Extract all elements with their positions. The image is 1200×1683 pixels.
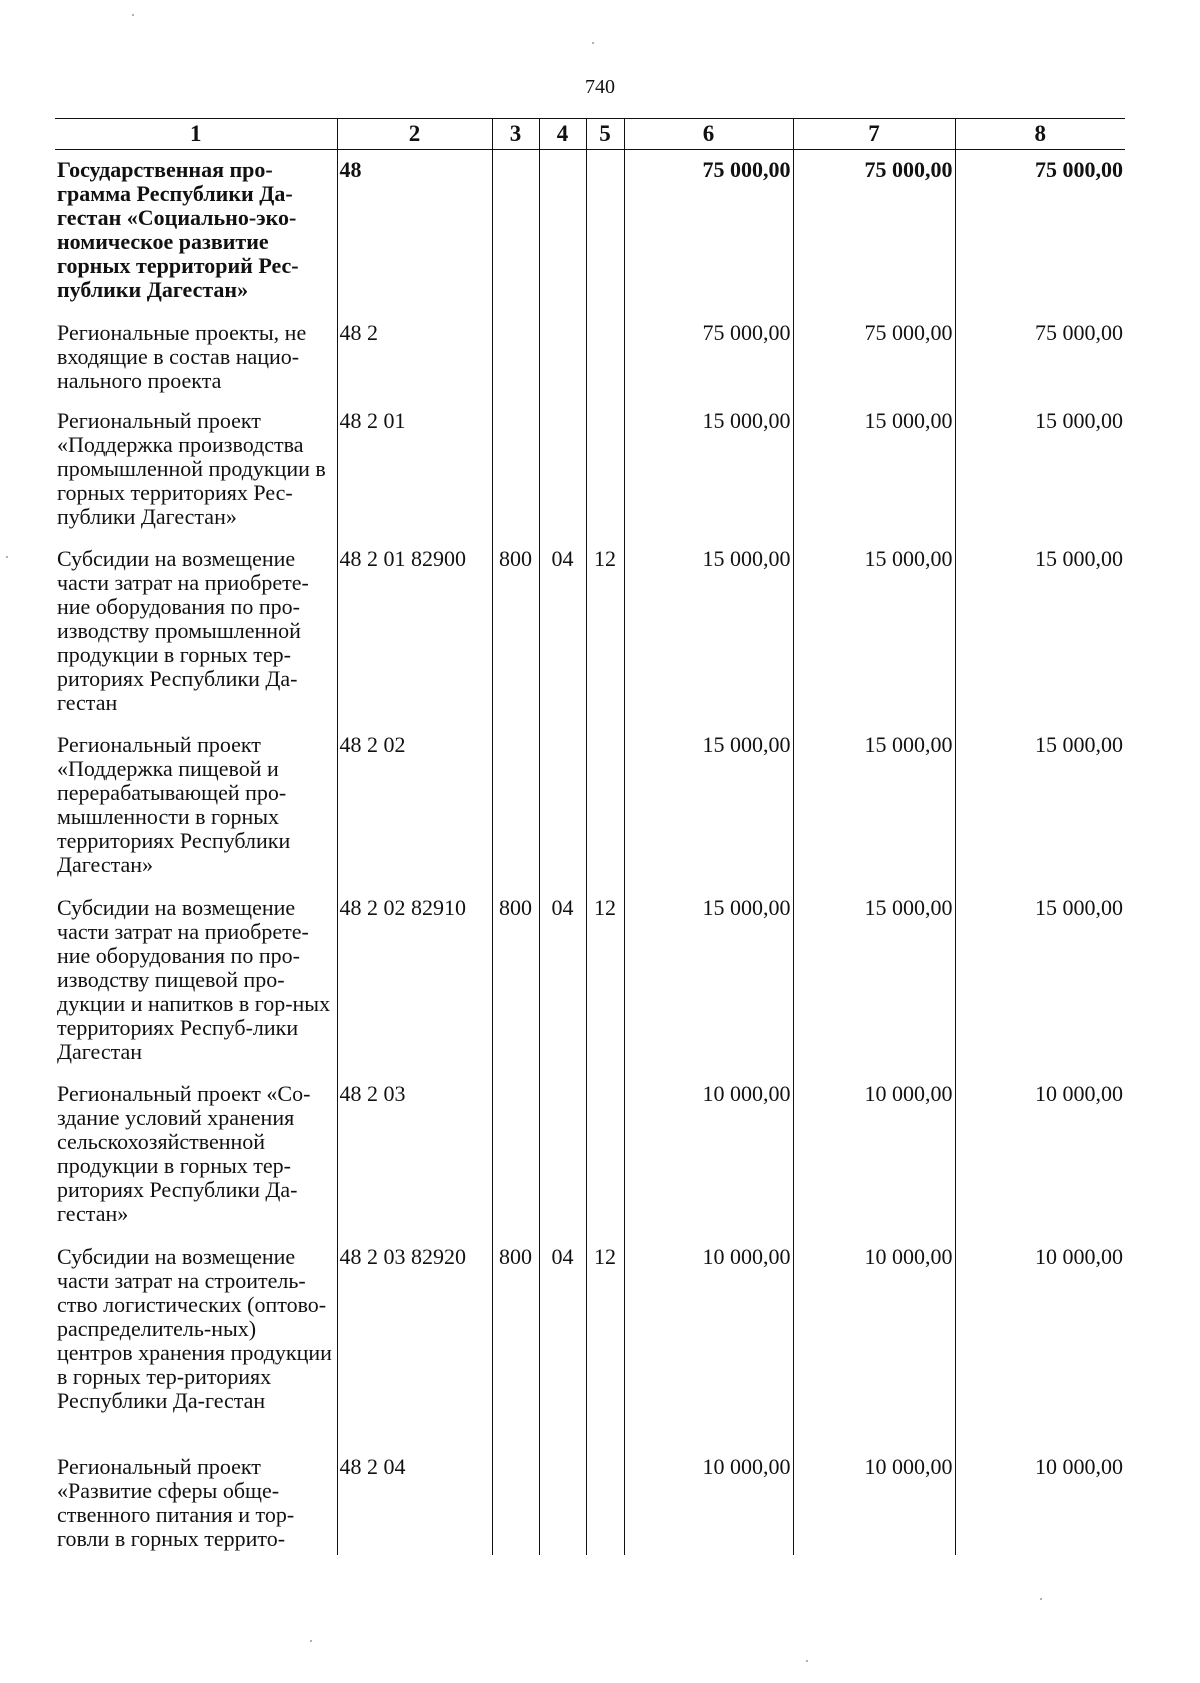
- amount-col-8: 10 000,00: [955, 1237, 1125, 1447]
- column-header-7: 7: [793, 119, 955, 150]
- column-header-4: 4: [539, 119, 586, 150]
- table-row: [55, 150, 1125, 314]
- scan-speck: [592, 42, 594, 44]
- subsection: [586, 313, 624, 401]
- scan-speck: [310, 1640, 312, 1642]
- section: 04: [539, 888, 586, 1074]
- item-code: 48 2 02: [337, 725, 492, 888]
- item-name: Региональный проект «Поддержка пищевой и перерабатывающей про-мышленности в горных территориях Республики Дагестан»: [57, 732, 291, 877]
- table-row: [55, 313, 1125, 401]
- item-code: 48 2 03: [337, 1074, 492, 1237]
- amount-col-6: 15 000,00: [624, 725, 793, 888]
- item-name: Субсидии на возмещение части затрат на приобрете-ние оборудования по про-изводству пищевой про-дукции и напитков в гор-ных территориях Респуб-лики Дагестан: [57, 895, 331, 1064]
- scan-speck: [1040, 1598, 1042, 1600]
- table-row: [55, 401, 1125, 539]
- amount-col-7: 15 000,00: [793, 539, 955, 725]
- table-header: [55, 119, 1125, 150]
- column-header-5: 5: [586, 119, 624, 150]
- subsection: 12: [586, 1237, 624, 1447]
- amount-col-7: 10 000,00: [793, 1447, 955, 1555]
- subsection: [586, 401, 624, 539]
- table-row: [55, 1447, 1125, 1555]
- amount-col-6: 15 000,00: [624, 888, 793, 1074]
- amount-col-7: 15 000,00: [793, 725, 955, 888]
- item-code: 48: [337, 150, 492, 314]
- amount-col-7: 10 000,00: [793, 1074, 955, 1237]
- table-row: [55, 539, 1125, 725]
- table-row: [55, 888, 1125, 1074]
- section: 04: [539, 1237, 586, 1447]
- section: [539, 725, 586, 888]
- column-header-6: 6: [624, 119, 793, 150]
- amount-col-6: 15 000,00: [624, 539, 793, 725]
- amount-col-6: 10 000,00: [624, 1074, 793, 1237]
- table-body: [55, 150, 1125, 1556]
- subsection: [586, 725, 624, 888]
- section: [539, 1074, 586, 1237]
- amount-col-8: 10 000,00: [955, 1447, 1125, 1555]
- expense-type: [492, 401, 539, 539]
- column-header-3: 3: [492, 119, 539, 150]
- expense-type: 800: [492, 1237, 539, 1447]
- amount-col-6: 75 000,00: [624, 150, 793, 314]
- item-name: Региональный проект «Поддержка производства промышленной продукции в горных территориях Рес-публики Дагестан»: [57, 408, 326, 529]
- item-code: 48 2 04: [337, 1447, 492, 1555]
- expense-type: 800: [492, 539, 539, 725]
- subsection: [586, 150, 624, 314]
- item-name: Региональный проект «Со-здание условий хранения сельскохозяйственной продукции в горных тер-риториях Республики Да-гестан»: [57, 1081, 311, 1226]
- item-name: Субсидии на возмещение части затрат на приобрете-ние оборудования по про-изводству промышленной продукции в горных тер-риториях Республики Да-гестан: [57, 546, 309, 715]
- scan-speck: [6, 556, 8, 558]
- subsection: 12: [586, 539, 624, 725]
- section: [539, 150, 586, 314]
- amount-col-7: 75 000,00: [793, 150, 955, 314]
- amount-col-8: 10 000,00: [955, 1074, 1125, 1237]
- amount-col-8: 15 000,00: [955, 888, 1125, 1074]
- item-code: 48 2 01 82900: [337, 539, 492, 725]
- subsection: 12: [586, 888, 624, 1074]
- item-name: Субсидии на возмещение части затрат на строитель-ство логистических (оптово-распределитель-ных) центров хранения продукции в горных тер-риториях Республики Да-гестан: [57, 1244, 332, 1413]
- section: 04: [539, 539, 586, 725]
- amount-col-6: 10 000,00: [624, 1447, 793, 1555]
- expense-type: 800: [492, 888, 539, 1074]
- subsection: [586, 1074, 624, 1237]
- scan-speck: [132, 14, 134, 16]
- expense-type: [492, 1447, 539, 1555]
- item-code: 48 2 02 82910: [337, 888, 492, 1074]
- amount-col-7: 15 000,00: [793, 401, 955, 539]
- header-row: [55, 119, 1125, 150]
- column-header-1: 1: [55, 119, 337, 150]
- amount-col-7: 10 000,00: [793, 1237, 955, 1447]
- subsection: [586, 1447, 624, 1555]
- amount-col-8: 15 000,00: [955, 539, 1125, 725]
- column-header-2: 2: [337, 119, 492, 150]
- column-header-8: 8: [955, 119, 1125, 150]
- section: [539, 313, 586, 401]
- amount-col-8: 15 000,00: [955, 401, 1125, 539]
- item-code: 48 2: [337, 313, 492, 401]
- section: [539, 401, 586, 539]
- expense-type: [492, 313, 539, 401]
- page-number: 740: [585, 76, 615, 98]
- amount-col-8: 75 000,00: [955, 150, 1125, 314]
- scan-speck: [806, 1660, 808, 1662]
- amount-col-8: 15 000,00: [955, 725, 1125, 888]
- amount-col-7: 15 000,00: [793, 888, 955, 1074]
- section: [539, 1447, 586, 1555]
- item-code: 48 2 01: [337, 401, 492, 539]
- amount-col-6: 75 000,00: [624, 313, 793, 401]
- amount-col-6: 15 000,00: [624, 401, 793, 539]
- table-row: [55, 1074, 1125, 1237]
- item-code: 48 2 03 82920: [337, 1237, 492, 1447]
- amount-col-7: 75 000,00: [793, 313, 955, 401]
- amount-col-6: 10 000,00: [624, 1237, 793, 1447]
- item-name: Региональный проект «Развитие сферы обще-ственного питания и тор-говли в горных террито-: [57, 1454, 295, 1551]
- expense-type: [492, 150, 539, 314]
- budget-table: [55, 118, 1125, 1555]
- amount-col-8: 75 000,00: [955, 313, 1125, 401]
- item-name: Государственная про-грамма Республики Да-гестан «Социально-эко-номическое развитие горных территорий Рес-публики Дагестан»: [57, 157, 299, 302]
- table-row: [55, 725, 1125, 888]
- item-name: Региональные проекты, не входящие в состав нацио-нального проекта: [57, 320, 307, 393]
- expense-type: [492, 1074, 539, 1237]
- expense-type: [492, 725, 539, 888]
- table-row: [55, 1237, 1125, 1447]
